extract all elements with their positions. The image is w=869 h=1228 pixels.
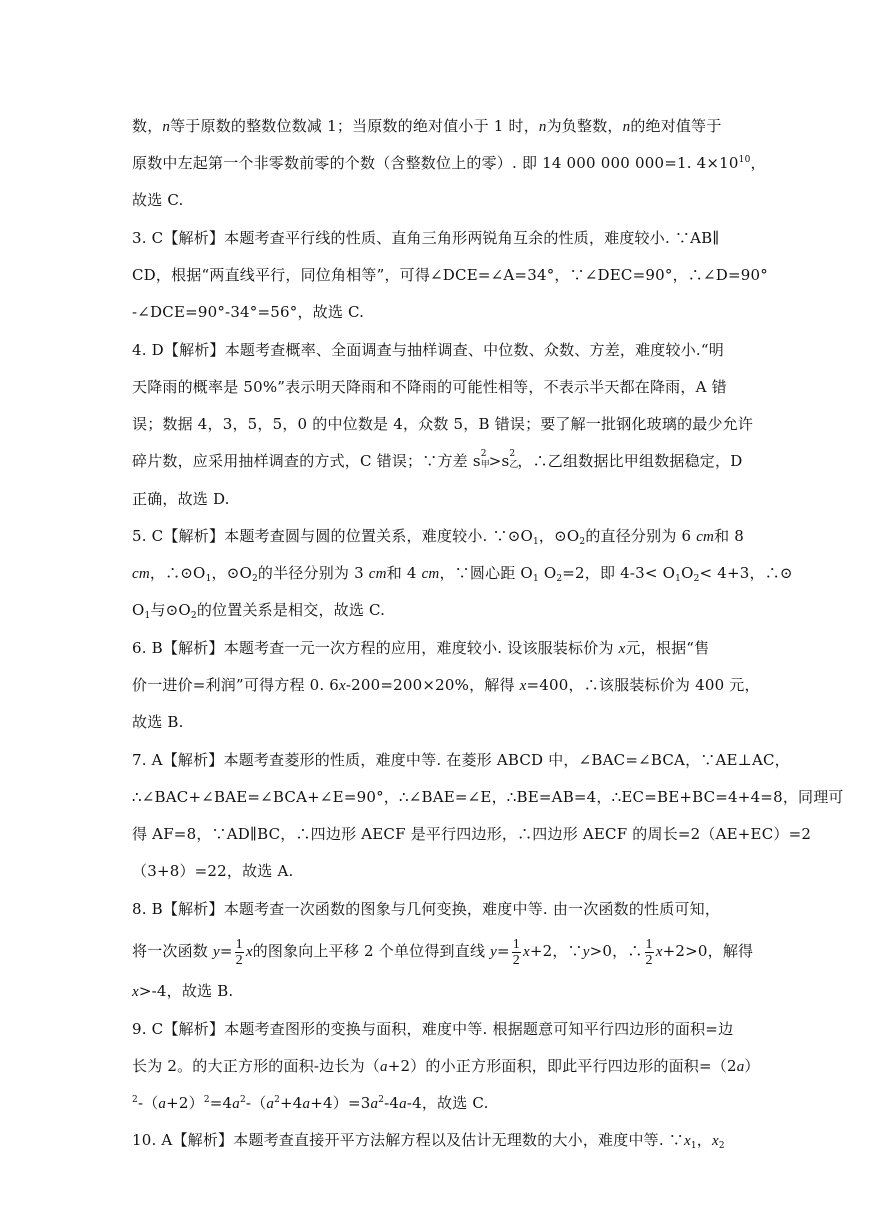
text-line: 碎片数，应采用抽样调查的方式，C 错误；∵方差 s 2 甲 >s 2 乙 ，∴乙组数据比甲组数据稳定，D — [132, 449, 743, 470]
text-line: 3. C【解析】本题考查平行线的性质、直角三角形两锐角互余的性质，难度较小. ∵AB∥ — [132, 229, 720, 247]
text-line: （3+8）=22，故选 A. — [132, 862, 294, 880]
text-line: ∴∠BAC+∠BAE=∠BCA+∠E=90°，∴∠BAE=∠E，∴BE=AB=4，∴EC=BE+BC=4+4=8，同理可 — [132, 788, 844, 806]
text-line: 原数中左起第一个非零数前零的个数（含整数位上的零）. 即 14 000 000 000=1. $4\times 10^{10}$， — [132, 154, 766, 172]
text-line: 价一进价=利润”可得方程 0. 6x-200=200×20%，解得 x=400，∴该服装标价为 400 元， — [132, 676, 760, 694]
text-line: 将一次函数 y= $\frac{1}{2}$ x的图象向上平移 2 个单位得到直线 y= $\frac{1}{2}$ x+2，∵y>0，∴ $\frac{1}{2}$ x+2>0，解得 — [132, 936, 754, 968]
text-line: 8. B【解析】本题考查一次函数的图象与几何变换，难度中等. 由一次函数的性质可知， — [132, 900, 721, 918]
text-line: 5. C【解析】本题考查圆与圆的位置关系，难度较小. $\because⊙O_1$，$⊙O_2$的直径分别为 6 cm和 8 — [132, 527, 745, 547]
text-line: 天降雨的概率是 50%”表示明天降雨和不降雨的可能性相等，不表示半天都在降雨，A 错 — [132, 378, 727, 396]
text-line: 10. A【解析】本题考查直接开平方法解方程以及估计无理数的大小，难度中等. $\because x_1$，$x_2$ — [132, 1131, 725, 1151]
text-line: -∠DCE=90°-34°=56°，故选 C. — [132, 303, 365, 321]
text-line: 误；数据 4，3，5，5，0 的中位数是 4，众数 5，B 错误；要了解一批钢化玻璃的最少允许 — [132, 415, 754, 433]
text-line: 4. D【解析】本题考查概率、全面调查与抽样调查、中位数、众数、方差，难度较小.“明 — [132, 341, 724, 359]
fraction: $\frac{1}{2}$ — [235, 936, 243, 968]
text-line: cm，$\therefore⊙O_1$，$⊙O_2$的半径分别为 3 cm和 4 cm，∵圆心距 $O_1$ $O_2=2$，即 $4-3< O_1O_2< 4+3$，∴⊙ — [132, 564, 793, 584]
fraction: $\frac{1}{2}$ — [512, 936, 520, 968]
fraction: $\frac{1}{2}$ — [645, 936, 653, 968]
text-line: $^2-(a+2)^2=4a^2-(a^2+4a+4)=3a^2-4a-4$，故选 C. — [132, 1094, 489, 1112]
text-line: 正确，故选 D. — [132, 490, 230, 508]
text-line: 9. C【解析】本题考查图形的变换与面积，难度中等. 根据题意可知平行四边形的面积=边 — [132, 1020, 734, 1038]
text-line: 数，n等于原数的整数位数减 1；当原数的绝对值小于 1 时，n为负整数，n的绝对值等于 — [132, 117, 722, 135]
text-line: 6. B【解析】本题考查一元一次方程的应用，难度较小. 设该服装标价为 x元，根据“售 — [132, 639, 710, 657]
text-line: 故选 B. — [132, 713, 184, 731]
text-line: $O_1$与$⊙O_2$的位置关系是相交，故选 C. — [132, 601, 386, 621]
text-line: x>-4，故选 B. — [132, 982, 234, 1000]
text-line: 长为 2。的大正方形的面积-边长为（a+2）的小正方形面积，即此平行四边形的面积=（2a） — [132, 1057, 760, 1075]
text-line: CD，根据“两直线平行，同位角相等”，可得∠DCE=∠A=34°，∵∠DEC=90°，∴∠D=90° — [132, 266, 768, 284]
text-line: 得 AF=8，∵AD∥BC，∴四边形 AECF 是平行四边形，∴四边形 AECF 的周长=2（AE+EC）=2 — [132, 825, 812, 843]
text-line: 故选 C. — [132, 191, 184, 209]
text-line: 7. A【解析】本题考查菱形的性质，难度中等. 在菱形 ABCD 中，∠BAC=∠BCA，∵AE⊥AC， — [132, 751, 790, 769]
